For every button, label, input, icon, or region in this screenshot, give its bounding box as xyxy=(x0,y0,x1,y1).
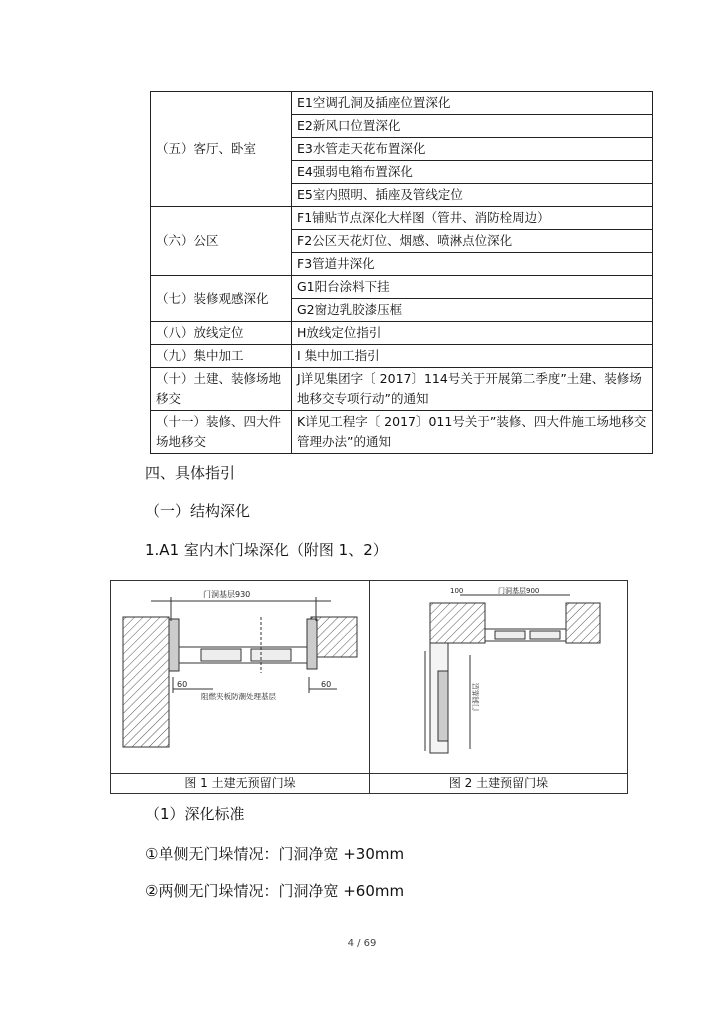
item-cell: G2窗边乳胶漆压框 xyxy=(292,299,653,322)
item-cell: F3管道井深化 xyxy=(292,253,653,276)
fig1-dim-right: 60 xyxy=(321,680,332,689)
category-cell: （五）客厅、卧室 xyxy=(151,92,292,207)
item-heading-a1: 1.A1 室内木门垛深化（附图 1、2） xyxy=(145,541,388,559)
standard-item-1: ①单侧无门垛情况：门洞净宽 +30mm xyxy=(145,845,405,863)
fig2-dim-100: 100 xyxy=(450,587,464,595)
table-row xyxy=(151,411,653,454)
item-cell: E5室内照明、插座及管线定位 xyxy=(292,184,653,207)
table-row xyxy=(151,322,653,345)
page-number: 4 / 69 xyxy=(347,938,377,949)
item-cell: F1铺贴节点深化大样图（管井、消防栓周边） xyxy=(292,207,653,230)
fig1-dim-top: 门洞基层930 xyxy=(203,590,251,599)
section-heading-specific-guidance: 四、具体指引 xyxy=(145,464,236,482)
fig2-dim-side: 门洞基层 xyxy=(472,683,480,711)
figure-1-drawing xyxy=(111,581,370,773)
category-cell: （七）装修观感深化 xyxy=(151,276,292,322)
figure-2-caption: 图 2 土建预留门垛 xyxy=(370,773,627,793)
fig2-dim-top: 门洞基层900 xyxy=(498,587,540,595)
category-cell: （九）集中加工 xyxy=(151,345,292,368)
deepening-table xyxy=(150,91,653,454)
item-cell: F2公区天花灯位、烟感、喷淋点位深化 xyxy=(292,230,653,253)
category-cell: （十）土建、装修场地移交 xyxy=(151,368,292,411)
table-row xyxy=(151,368,653,411)
item-cell: G1阳台涂料下挂 xyxy=(292,276,653,299)
item-cell: H放线定位指引 xyxy=(292,322,653,345)
item-cell: J详见集团字〔 2017〕114号关于开展第二季度”土建、装修场地移交专项行动”的通知 xyxy=(292,368,653,411)
category-cell: （十一）装修、四大件场地移交 xyxy=(151,411,292,454)
figure-1-caption: 图 1 土建无预留门垛 xyxy=(111,773,370,793)
item-cell: E3水管走天花布置深化 xyxy=(292,138,653,161)
category-cell: （八）放线定位 xyxy=(151,322,292,345)
item-cell: I 集中加工指引 xyxy=(292,345,653,368)
item-cell: E1空调孔洞及插座位置深化 xyxy=(292,92,653,115)
door-frame-figures xyxy=(110,580,628,794)
table-row xyxy=(151,207,653,230)
figure-2-drawing xyxy=(370,581,627,773)
item-cell: K详见工程字〔 2017〕011号关于”装修、四大件施工场地移交管理办法”的通知 xyxy=(292,411,653,454)
item-cell: E2新风口位置深化 xyxy=(292,115,653,138)
fig1-note: 阻燃夹板防潮处理基层 xyxy=(201,692,276,701)
subsection-heading-structure: （一）结构深化 xyxy=(145,502,251,520)
table-row xyxy=(151,92,653,115)
item-cell: E4强弱电箱布置深化 xyxy=(292,161,653,184)
standard-item-2: ②两侧无门垛情况：门洞净宽 +60mm xyxy=(145,882,405,900)
table-row xyxy=(151,276,653,299)
standard-heading: （1）深化标准 xyxy=(145,805,245,823)
table-row xyxy=(151,345,653,368)
fig1-dim-left: 60 xyxy=(177,680,188,689)
category-cell: （六）公区 xyxy=(151,207,292,276)
